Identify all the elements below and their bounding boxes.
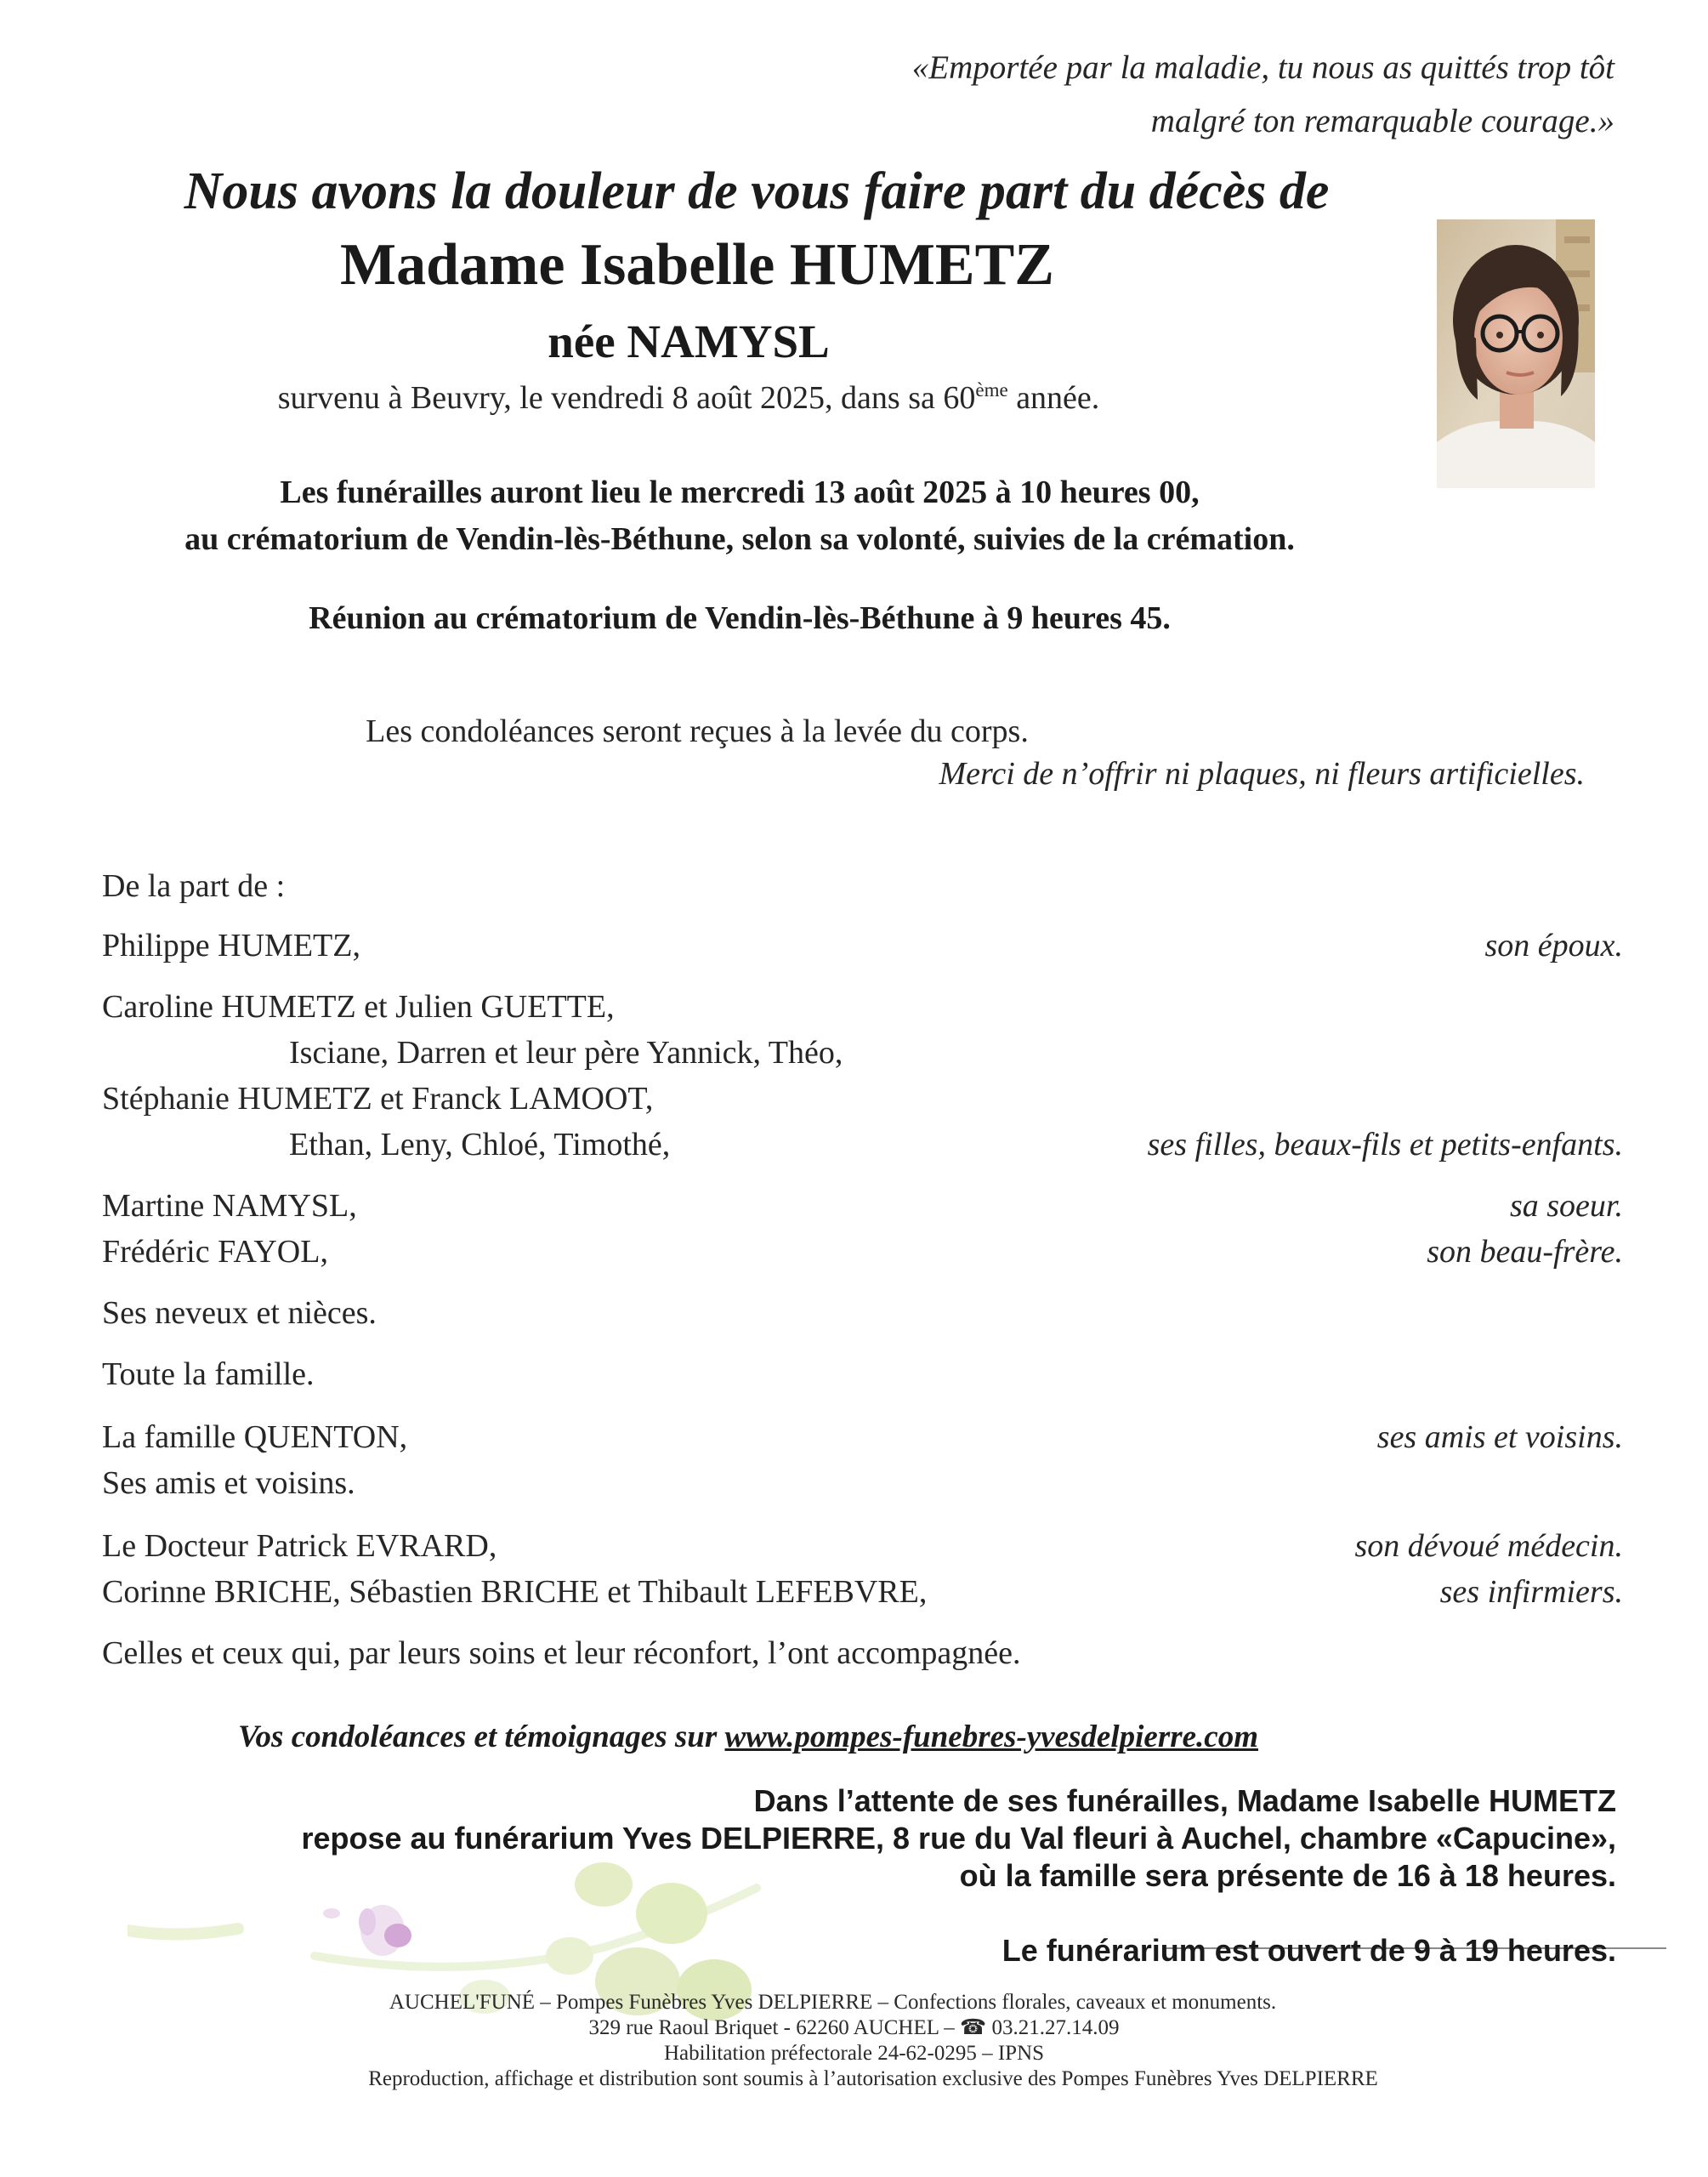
family-nephews: Ses neveux et nièces. (102, 1295, 377, 1331)
family-children-stephanie: Ethan, Leny, Chloé, Timothé, (289, 1127, 671, 1162)
portrait-photo (1437, 219, 1595, 488)
family-role-nurses: ses infirmiers. (1439, 1574, 1623, 1610)
family-role-brother-in-law: son beau-frère. (1427, 1234, 1623, 1270)
family-intro: De la part de : (102, 868, 286, 904)
family-role-sister: sa soeur. (1509, 1188, 1623, 1224)
repose-details (301, 1782, 1616, 1895)
repose-line-2: repose au funérarium Yves DELPIERRE, 8 rue du Val fleuri à Auchel, chambre «Capucine», (301, 1821, 1616, 1856)
family-role-doctor: son dévoué médecin. (1354, 1528, 1623, 1564)
footer-copyright: Reproduction, affichage et distribution sont soumis à l’autorisation exclusive des Pompes Funèbres Yves DELPIERRE (368, 2067, 1378, 2090)
family-role-friends: ses amis et voisins. (1376, 1419, 1623, 1455)
footer-company: AUCHEL'FUNÉ – Pompes Funèbres Yves DELPIERRE – Confections florales, caveaux et monuments. (389, 1991, 1277, 2014)
family-member-caroline: Caroline HUMETZ et Julien GUETTE, (102, 989, 615, 1025)
family-role-daughters: ses filles, beaux-fils et petits-enfants. (1147, 1127, 1623, 1162)
family-quenton: La famille QUENTON, (102, 1419, 408, 1455)
family-role-husband: son époux. (1484, 928, 1623, 963)
no-flowers-note: Merci de n’offrir ni plaques, ni fleurs artificielles. (939, 756, 1585, 792)
quote-line-2: malgré ton remarquable courage.» (1150, 103, 1614, 139)
condolences-note: Les condoléances seront reçues à la levée du corps. (366, 713, 1029, 749)
funeral-place-line: au crématorium de Vendin-lès-Béthune, selon sa volonté, suivies de la crémation. (184, 521, 1295, 557)
family-member-frederic: Frédéric FAYOL, (102, 1234, 328, 1270)
footer (0, 1990, 1708, 2092)
death-announcement: Nous avons la douleur de vous faire part du décès de (184, 162, 1330, 220)
death-details-text: survenu à Beuvry, le vendredi 8 août 2025, dans sa 60 (277, 380, 976, 416)
maiden-name: née NAMYSL (548, 315, 830, 367)
website-line (0, 1719, 1496, 1755)
footer-license: Habilitation préfectorale 24-62-0295 – IPNS (663, 2042, 1045, 2065)
family-member-philippe: Philippe HUMETZ, (102, 928, 360, 963)
death-details (0, 379, 1377, 417)
death-details-end: année. (1007, 380, 1100, 416)
opening-quote (912, 41, 1614, 148)
repose-line-1: Dans l’attente de ses funérailles, Madame Isabelle HUMETZ (753, 1783, 1616, 1818)
website-link[interactable]: www.pompes-funebres-yvesdelpierre.com (724, 1719, 1259, 1754)
repose-line-3: où la famille sera présente de 16 à 18 heures. (959, 1858, 1616, 1893)
meeting-details: Réunion au crématorium de Vendin-lès-Béthune à 9 heures 45. (309, 600, 1171, 636)
family-carers: Celles et ceux qui, par leurs soins et leur réconfort, l’ont accompagnée. (102, 1635, 1021, 1671)
family-friends: Ses amis et voisins. (102, 1465, 355, 1501)
deceased-name: Madame Isabelle HUMETZ (340, 232, 1054, 298)
footer-address: 329 rue Raoul Briquet - 62260 AUCHEL – ☎ 03.21.27.14.09 (588, 2016, 1120, 2039)
family-member-stephanie: Stéphanie HUMETZ et Franck LAMOOT, (102, 1081, 654, 1117)
website-prefix: Vos condoléances et témoignages sur (237, 1719, 725, 1754)
family-whole: Toute la famille. (102, 1356, 315, 1392)
funeral-details (0, 469, 1479, 563)
family-children-caroline: Isciane, Darren et leur père Yannick, Théo, (289, 1035, 843, 1071)
ordinal-suffix: ème (975, 379, 1008, 401)
funeral-date-line: Les funérailles auront lieu le mercredi 13 août 2025 à 10 heures 00, (280, 475, 1200, 510)
family-member-martine: Martine NAMYSL, (102, 1188, 357, 1224)
opening-hours: Le funérarium est ouvert de 9 à 19 heures. (1002, 1933, 1616, 1968)
family-doctor: Le Docteur Patrick EVRARD, (102, 1528, 497, 1564)
family-nurses: Corinne BRICHE, Sébastien BRICHE et Thibault LEFEBVRE, (102, 1574, 928, 1610)
quote-line-1: «Emportée par la maladie, tu nous as quittés trop tôt (911, 49, 1614, 86)
